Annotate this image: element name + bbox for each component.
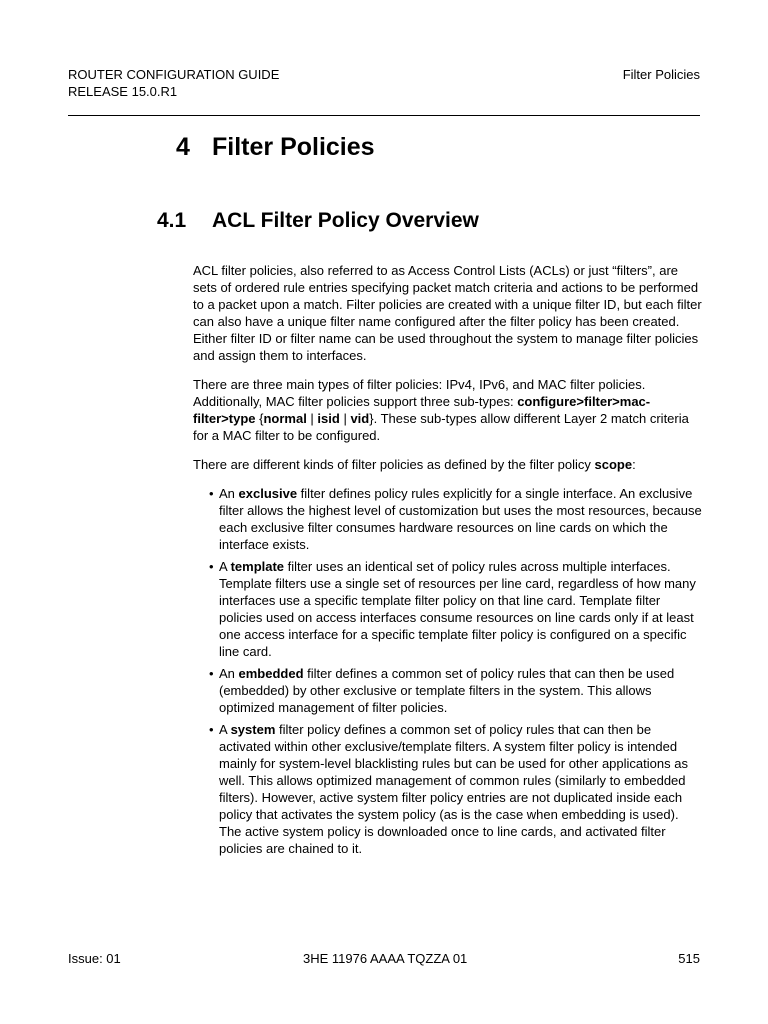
running-header [68,66,279,100]
bullet-marker: • [209,486,214,501]
intro-paragraph: ACL filter policies, also referred to as Access Control Lists (ACLs) or just “filters”, are sets of ordered rule entries specifying packet match criteria and actions to be performed to a packet upon a match. Filter policies are created with a unique filter ID, but each filter can also have a unique filter name configured after the filter policy has been created. Either filter ID or filter name can be used throughout the system to manage filter policies and assign them to interfaces. [193,263,702,363]
footer-issue: Issue: 01 [68,951,121,966]
list-item-exclusive: • An exclusive filter defines policy rules explicitly for a single interface. An exclusive filter allows the highest level of customization but uses the most resources, because each exclusive filter consumes hardware resources on line cards on which the interface exists. [209,486,702,552]
option-isid: isid [317,411,340,426]
term-system: system [230,722,276,737]
term-exclusive: exclusive [238,486,298,501]
list-item-system: • A system filter policy defines a common set of policy rules that can then be activated within other exclusive/template filters. A system filter policy is intended mainly for system-level blacklisting rules but can be used for other applications as well. This allows optimized management of common rules (similarly to embedded filters). However, active system filter policy entries are not duplicated inside each policy that activates the system policy (as is the case when embedding is used). The active system policy is downloaded once to line cards, and activated filter policies are chained to it. [209,722,688,856]
option-normal: normal [263,411,307,426]
option-vid: vid [350,411,370,426]
release-label: RELEASE 15.0.R1 [68,84,178,99]
footer-doc-number: 3HE 11976 AAAA TQZZA 01 [303,951,468,966]
section-heading [157,208,479,234]
guide-title: ROUTER CONFIGURATION GUIDE [68,67,280,82]
chapter-number: 4 [176,133,190,161]
bullet-marker: • [209,559,214,574]
chapter-title: Filter Policies [212,133,375,161]
chapter-heading [176,132,375,162]
list-item-embedded: • An embedded filter defines a common set of policy rules that can then be used (embedded) by other exclusive or template filters in the system. This allows optimized management of filter policies. [209,666,675,715]
scope-keyword: scope [594,457,633,472]
bullet-marker: • [209,666,214,681]
command-path: configure>filter>mac-filter>type [193,394,651,426]
section-title: ACL Filter Policy Overview [212,209,479,232]
footer-page-number: 515 [678,951,700,966]
scope-paragraph: There are different kinds of filter policies as defined by the filter policy scope: [193,457,636,472]
list-item-template: • A template filter uses an identical set of policy rules across multiple interfaces. Template filters use a single set of resources per line card, regardless of how many interfaces use a specific template filter policy on that line card. Template filter policies used on access interfaces consume resources on line cards only if at least one access interface for a specific template filter policy is configured on a specific line card. [209,559,696,659]
section-number: 4.1 [157,209,187,232]
scope-list [209,485,703,857]
body-text [193,262,703,862]
header-divider [68,115,700,116]
term-template: template [230,559,285,574]
header-section-name: Filter Policies [622,67,700,82]
filter-types-paragraph: There are three main types of filter policies: IPv4, IPv6, and MAC filter policies. Additionally, MAC filter policies support three sub-types: configure>filter>mac-filter>type {normal | isid | vid}. These sub-types allow different Layer 2 match criteria for a MAC filter to be configured. [193,377,689,443]
bullet-marker: • [209,722,214,737]
term-embedded: embedded [238,666,304,681]
